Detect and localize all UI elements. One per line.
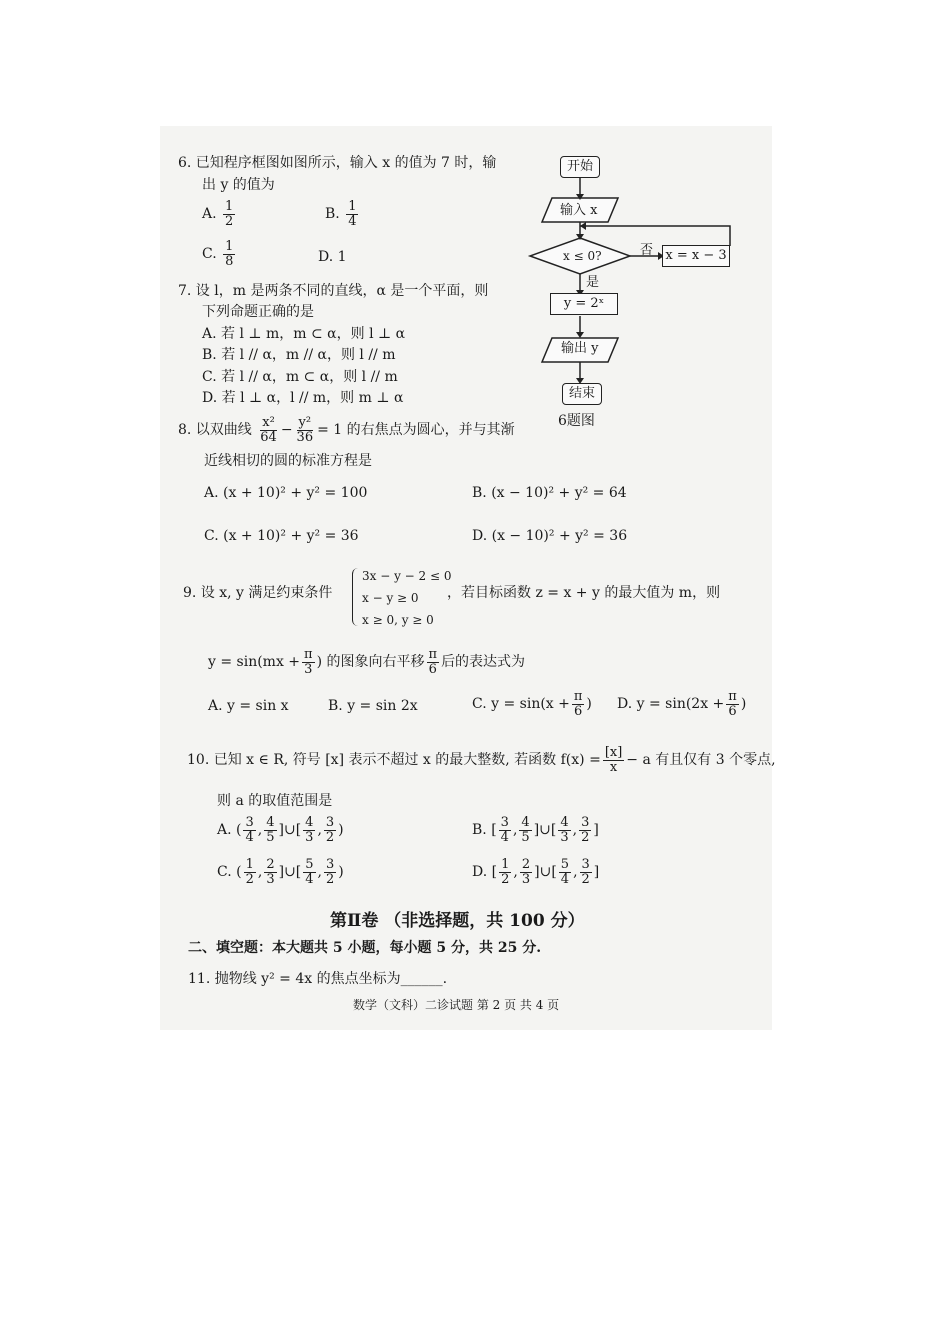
q11-stem: 11. 抛物线 y² = 4x 的焦点坐标为______.	[188, 971, 448, 987]
flowchart-formula: y = 2ˣ	[550, 293, 618, 315]
q9-constraint-1: 3x − y − 2 ≤ 0	[362, 569, 452, 583]
q10-stem-line1: 10. 已知 x ∈ R, 符号 [x] 表示不超过 x 的最大整数, 若函数 f(x) = $\frac{[x]}{x}$ − a 有且仅有 3 个零点,	[187, 745, 776, 775]
q7-option-d: D. 若 l ⊥ α，l // m，则 m ⊥ α	[202, 390, 404, 406]
q6-option-d: D. 1	[318, 249, 347, 265]
q8-option-a: A. (x + 10)² + y² = 100	[204, 485, 368, 501]
flowchart-start: 开始	[560, 156, 600, 178]
q7-stem-line1: 7. 设 l，m 是两条不同的直线，α 是一个平面，则	[178, 283, 489, 299]
flowchart-yes-label: 是	[586, 275, 600, 290]
q9-stem-line2: y = sin(mx + $\frac{\pi}{3}$ ) 的图象向右平移 $\frac{\pi}{6}$ 后的表达式为	[208, 647, 526, 677]
flowchart-caption: 6题图	[558, 413, 595, 429]
q10-option-a: A. ( $\frac{3}{4}$ , $\frac{4}{5}$ ]∪[ $\frac{4}{3}$ , $\frac{3}{2}$ )	[217, 815, 344, 845]
q9-constraint-brace	[352, 568, 359, 626]
flowchart-condition: x ≤ 0?	[563, 249, 602, 263]
q6-option-a: A. $\frac{1}{2}$	[202, 199, 234, 229]
section-2-title: 第Ⅱ卷 （非选择题，共 100 分）	[330, 911, 585, 931]
q8-option-b: B. (x − 10)² + y² = 64	[472, 485, 627, 501]
flowchart-diagram	[520, 150, 770, 420]
q10-option-b: B. [ $\frac{3}{4}$ , $\frac{4}{5}$ ]∪[ $\frac{4}{3}$ , $\frac{3}{2}$ ]	[472, 815, 599, 845]
q9-option-c: C. y = sin(x + $\frac{\pi}{6}$ )	[472, 689, 592, 719]
q9-stem-suffix: ，若目标函数 z = x + y 的最大值为 m，则	[447, 585, 721, 601]
q8-option-c: C. (x + 10)² + y² = 36	[204, 528, 359, 544]
q7-option-c: C. 若 l // α，m ⊂ α，则 l // m	[202, 369, 398, 385]
fill-in-heading: 二、填空题：本大题共 5 小题，每小题 5 分，共 25 分.	[188, 940, 542, 956]
q9-option-b: B. y = sin 2x	[328, 698, 418, 714]
q9-constraint-2: x − y ≥ 0	[362, 591, 419, 605]
flowchart-assign: x = x − 3	[662, 245, 730, 267]
q9-constraint-3: x ≥ 0, y ≥ 0	[362, 613, 434, 627]
q6-option-b: B. $\frac{1}{4}$	[325, 199, 357, 229]
q8-stem-line1: 8. 以双曲线 $\frac{\text{x²}}{64}$ − $\frac{\text{y²}}{36}$ = 1 的右焦点为圆心，并与其渐	[178, 415, 515, 445]
loop-back-line	[580, 226, 730, 246]
page-footer: 数学（文科）二诊试题 第 2 页 共 4 页	[353, 998, 560, 1012]
q8-stem-line2: 近线相切的圆的标准方程是	[204, 453, 372, 469]
q9-stem-prefix: 9. 设 x, y 满足约束条件	[183, 585, 333, 601]
q7-stem-line2: 下列命题正确的是	[202, 304, 314, 320]
flowchart-output-label: 输出 y	[561, 341, 599, 356]
q8-option-d: D. (x − 10)² + y² = 36	[472, 528, 628, 544]
flowchart-end: 结束	[562, 383, 602, 405]
q6-option-c: C. $\frac{1}{8}$	[202, 239, 234, 269]
q9-option-a: A. y = sin x	[208, 698, 289, 714]
q6-stem-line2: 出 y 的值为	[202, 177, 275, 193]
q7-option-b: B. 若 l // α，m // α，则 l // m	[202, 347, 396, 363]
q6-stem-line1: 6. 已知程序框图如图所示，输入 x 的值为 7 时，输	[178, 155, 497, 171]
q9-option-d: D. y = sin(2x + $\frac{\pi}{6}$ )	[617, 689, 747, 719]
q10-option-d: D. [ $\frac{1}{2}$ , $\frac{2}{3}$ ]∪[ $\frac{5}{4}$ , $\frac{3}{2}$ ]	[472, 857, 600, 887]
q10-option-c: C. ( $\frac{1}{2}$ , $\frac{2}{3}$ ]∪[ $\frac{5}{4}$ , $\frac{3}{2}$ )	[217, 857, 344, 887]
q7-option-a: A. 若 l ⊥ m，m ⊂ α，则 l ⊥ α	[202, 326, 406, 342]
flowchart-input-label: 输入 x	[560, 203, 598, 218]
q10-stem-line2: 则 a 的取值范围是	[217, 793, 333, 809]
flowchart-no-label: 否	[640, 243, 654, 258]
